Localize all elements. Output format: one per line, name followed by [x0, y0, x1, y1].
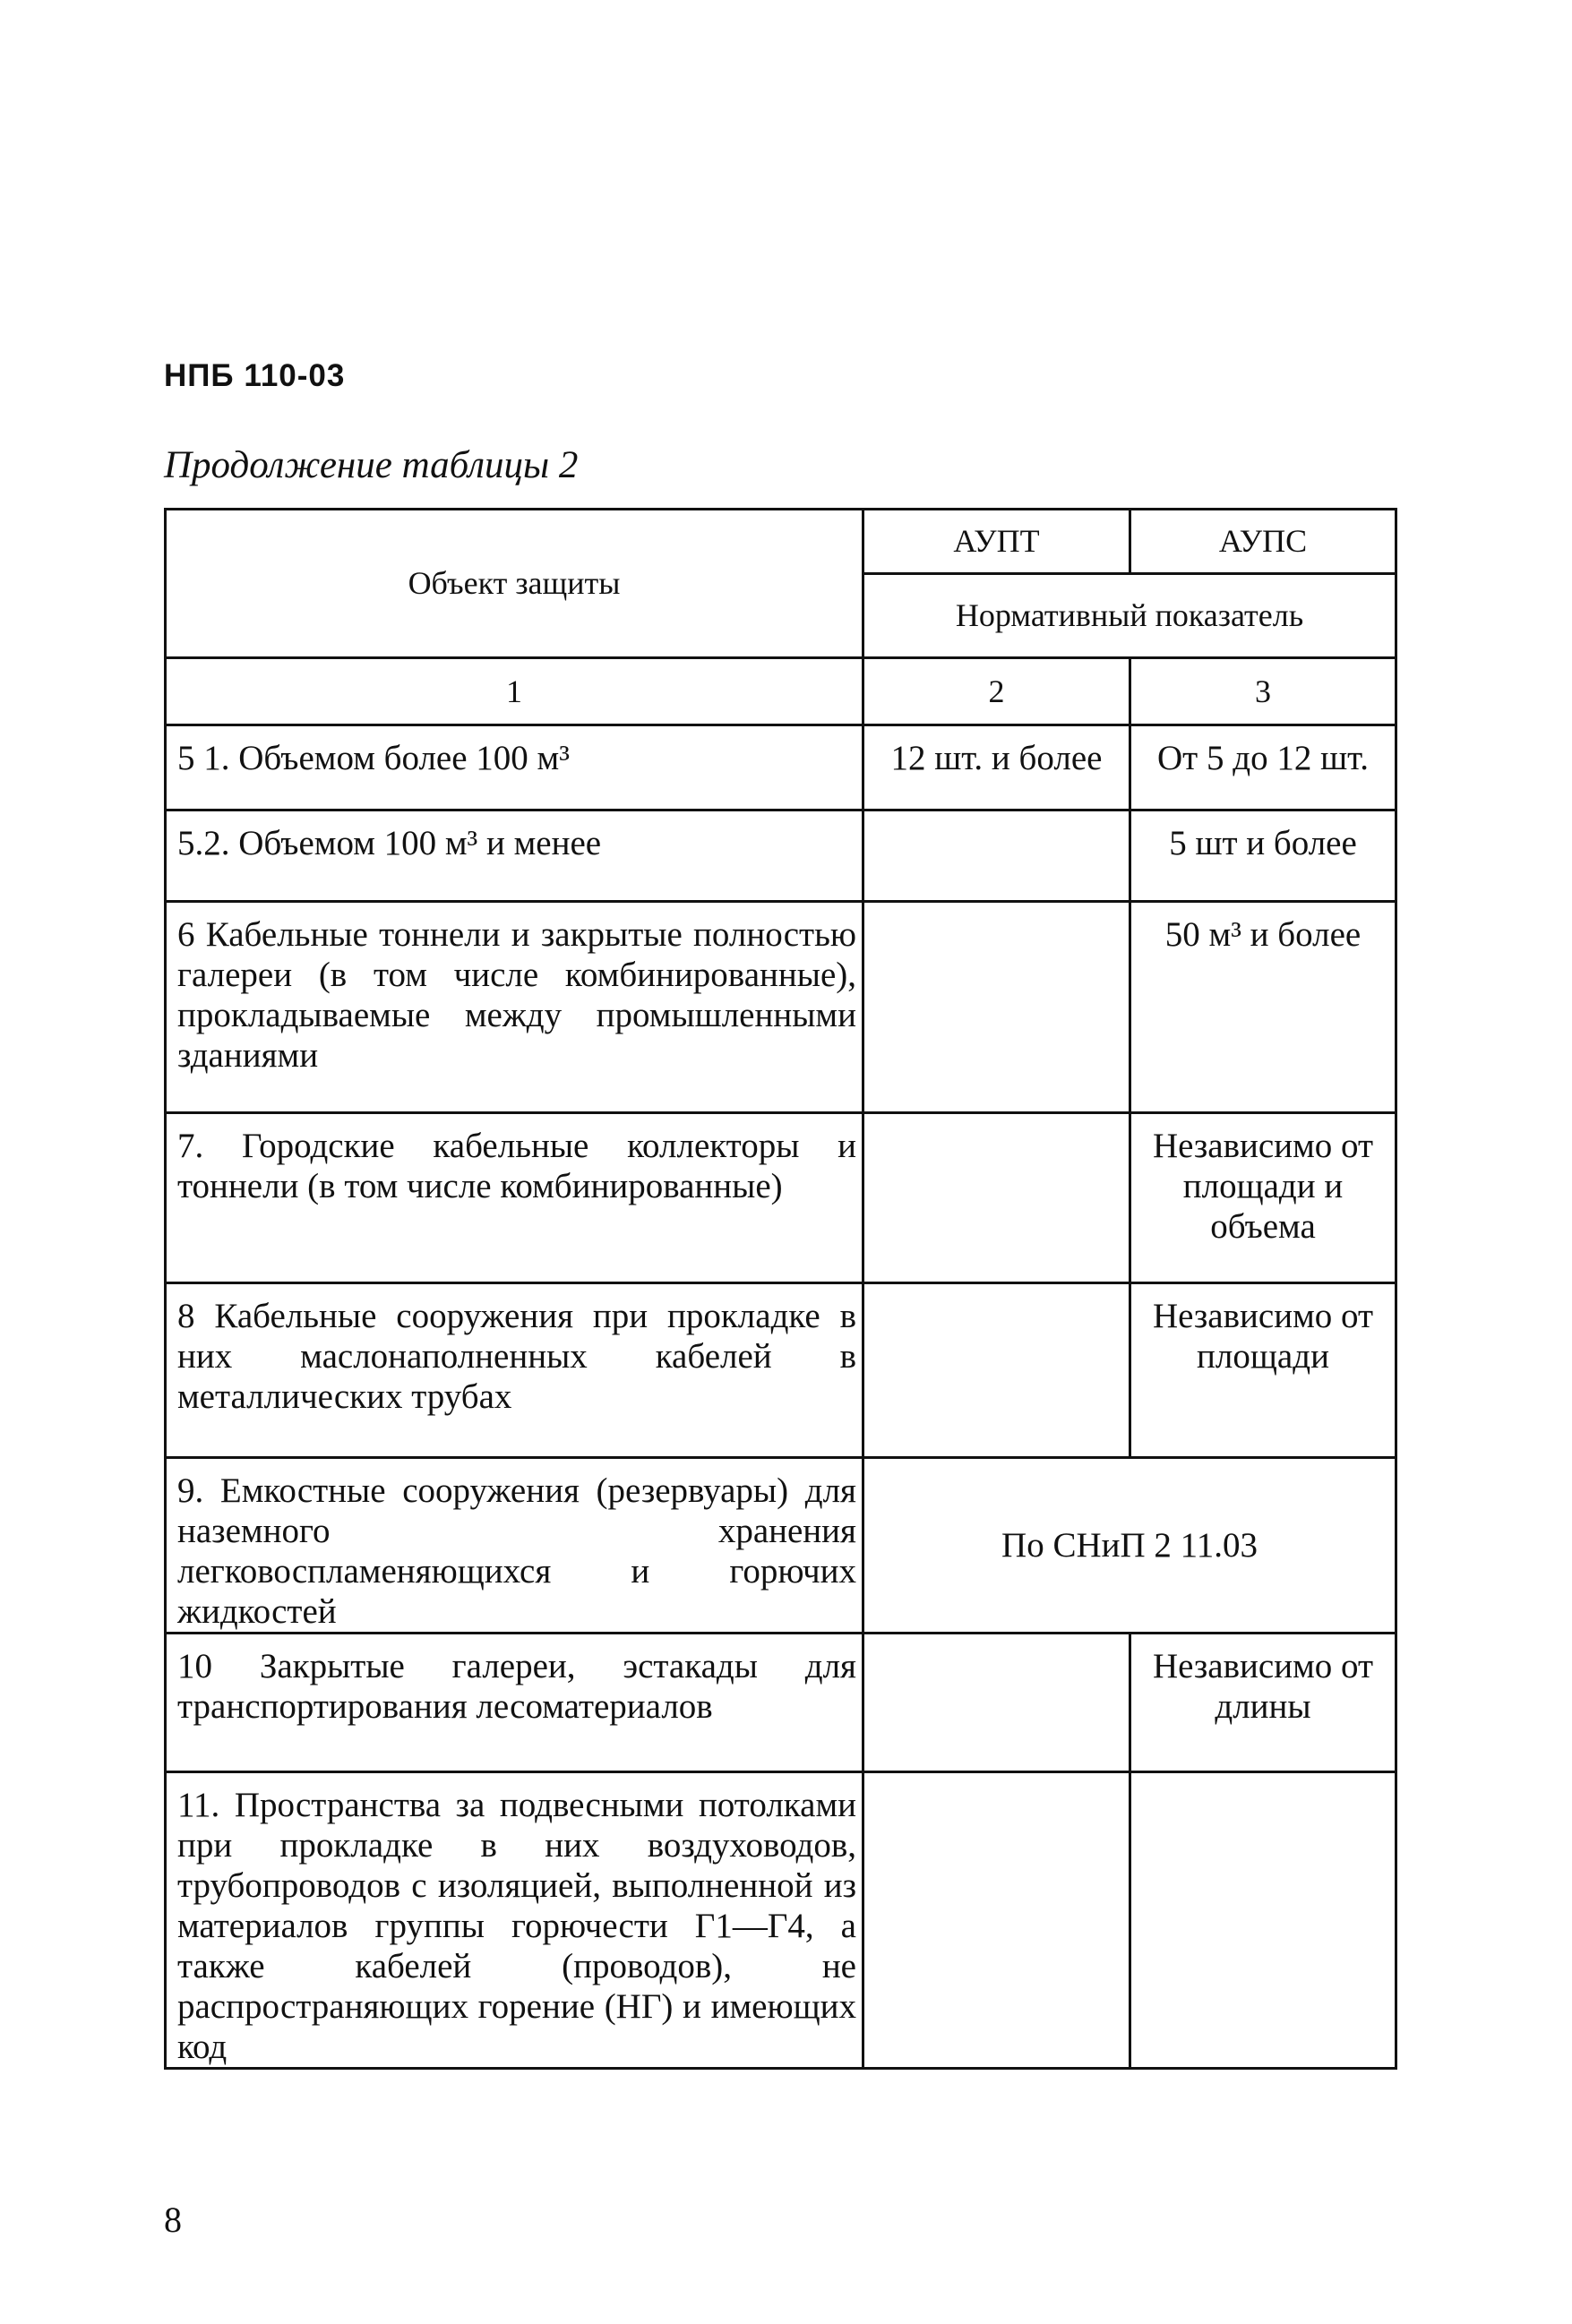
aupt-cell: 12 шт. и более	[863, 725, 1130, 810]
document-code: НПБ 110-03	[164, 358, 346, 393]
column-number: 1	[166, 658, 863, 725]
column-number: 3	[1130, 658, 1396, 725]
table-header-row	[166, 510, 1396, 574]
aups-cell: Независимо от длины	[1130, 1634, 1396, 1772]
table-row	[166, 1283, 1396, 1458]
aups-cell: 5 шт и более	[1130, 810, 1396, 902]
aupt-cell	[863, 1113, 1130, 1283]
header-norm-indicator: Нормативный показатель	[863, 574, 1396, 658]
aupt-cell	[863, 1634, 1130, 1772]
aups-cell: От 5 до 12 шт.	[1130, 725, 1396, 810]
table-row	[166, 902, 1396, 1113]
protection-objects-table	[164, 508, 1397, 2070]
header-object: Объект защиты	[166, 510, 863, 658]
aups-cell: 50 м³ и более	[1130, 902, 1396, 1113]
aupt-cell	[863, 810, 1130, 902]
column-number-row	[166, 658, 1396, 725]
aupt-cell	[863, 1772, 1130, 2069]
table-caption: Продолжение таблицы 2	[164, 444, 579, 486]
table-row	[166, 1634, 1396, 1772]
table-row	[166, 810, 1396, 902]
table-row	[166, 1772, 1396, 2069]
column-number: 2	[863, 658, 1130, 725]
aupt-cell	[863, 902, 1130, 1113]
object-cell: 7. Городские кабельные коллекторы и тоннели (в том числе комбинированные)	[166, 1113, 863, 1283]
header-aups: АУПС	[1130, 510, 1396, 574]
object-cell: 11. Пространства за подвесными потолками при прокладке в них воздуховодов, трубопроводов с изоляцией, выполненной из материалов группы горючести Г1—Г4, а также кабелей (проводов), не распространяющих горение (НГ) и имеющих код	[166, 1772, 863, 2069]
object-cell: 9. Емкостные сооружения (резервуары) для наземного хранения легковоспламеняющихся и горючих жидкостей	[166, 1458, 863, 1634]
aups-cell: Независимо от площади и объема	[1130, 1113, 1396, 1283]
object-cell: 5.2. Объемом 100 м³ и менее	[166, 810, 863, 902]
object-cell: 10 Закрытые галереи, эстакады для транспортирования лесоматериалов	[166, 1634, 863, 1772]
aupt-cell	[863, 1283, 1130, 1458]
header-aupt: АУПТ	[863, 510, 1130, 574]
object-cell: 6 Кабельные тоннели и закрытые полностью галереи (в том числе комбинированные), прокладываемые между промышленными зданиями	[166, 902, 863, 1113]
object-cell: 5 1. Объемом более 100 м³	[166, 725, 863, 810]
page-number: 8	[164, 2200, 182, 2240]
table-row	[166, 725, 1396, 810]
table-row	[166, 1458, 1396, 1634]
aups-cell: Независимо от площади	[1130, 1283, 1396, 1458]
table-row	[166, 1113, 1396, 1283]
object-cell: 8 Кабельные сооружения при прокладке в них маслонаполненных кабелей в металлических трубах	[166, 1283, 863, 1458]
aups-cell	[1130, 1772, 1396, 2069]
merged-value-cell: По СНиП 2 11.03	[863, 1458, 1396, 1634]
